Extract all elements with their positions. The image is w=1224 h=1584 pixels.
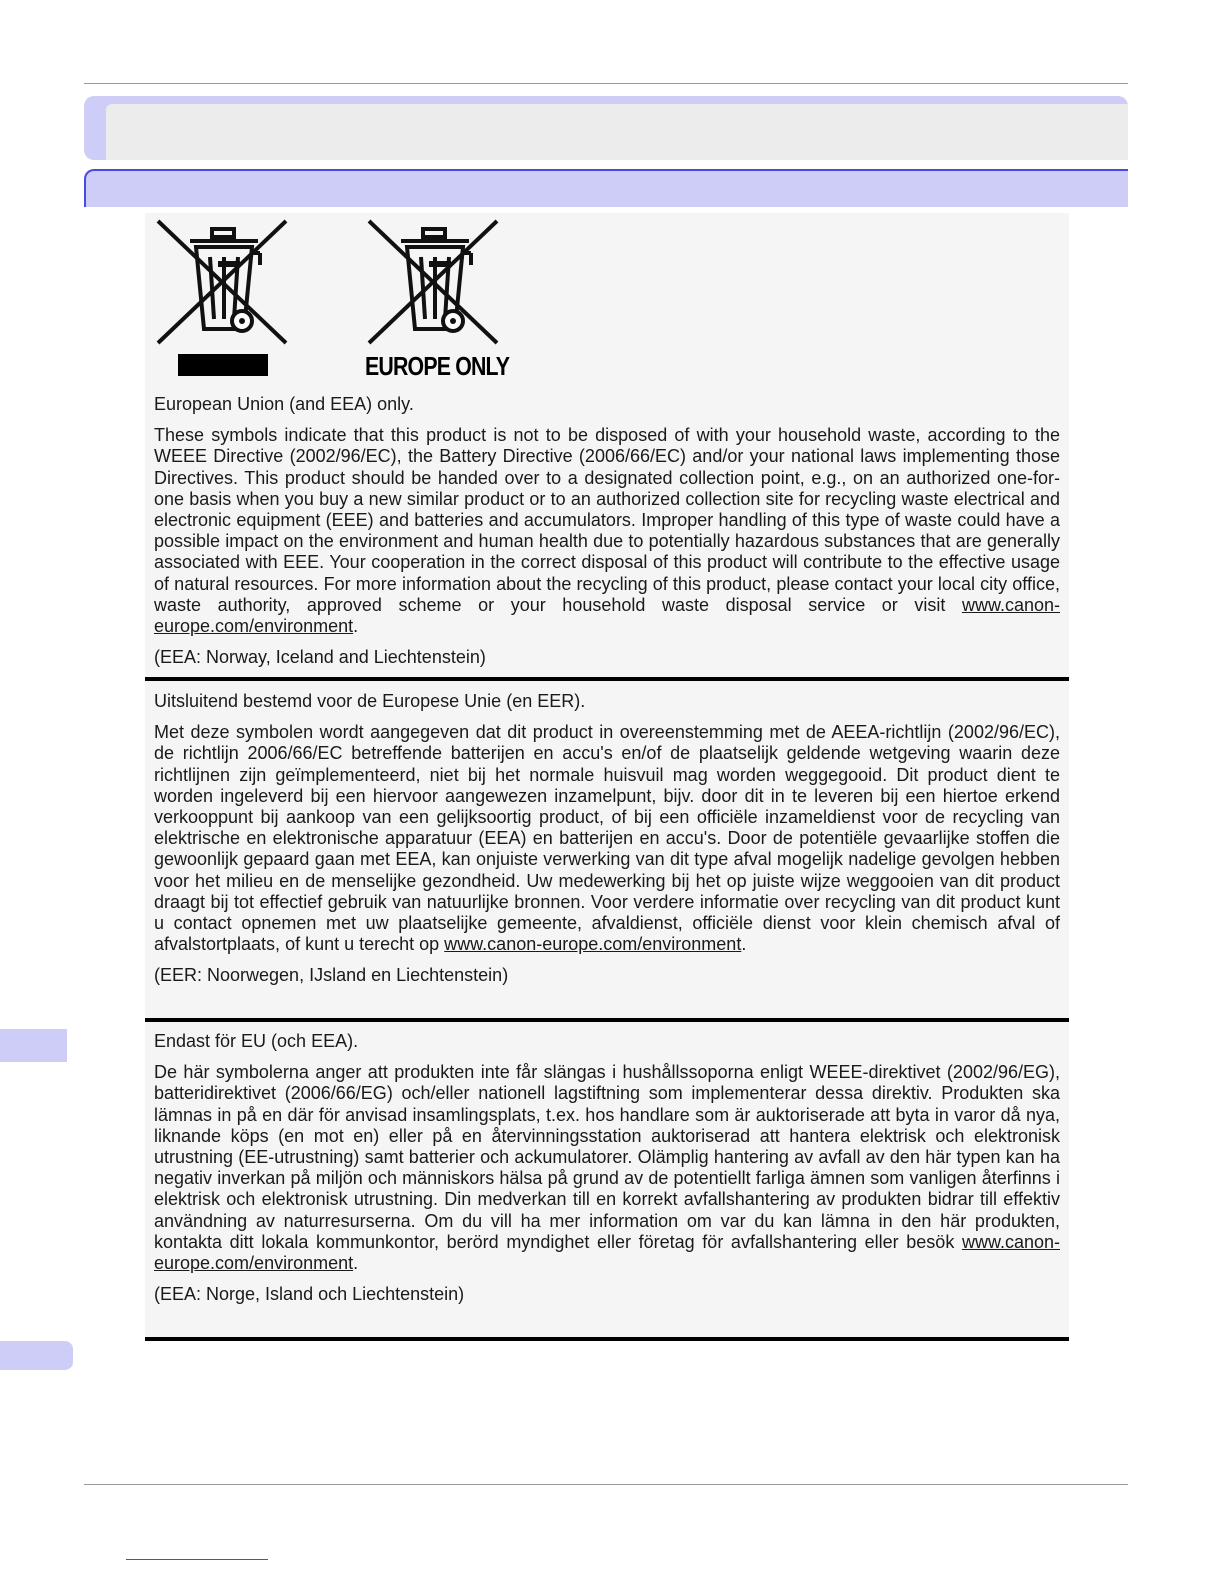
index-side-tab[interactable]	[0, 1341, 73, 1370]
section-title-band	[84, 169, 1128, 207]
chapter-side-tab[interactable]	[0, 1029, 67, 1062]
section-heading: Uitsluitend bestemd voor de Europese Unie (en EER).	[154, 691, 586, 711]
notice-section-english	[154, 394, 1060, 668]
section-body	[154, 425, 1060, 637]
section-body	[154, 722, 1060, 955]
header-rule	[84, 83, 1128, 84]
footer-rule	[84, 1484, 1128, 1485]
environment-link[interactable]: www.canon-europe.com/environment	[444, 934, 742, 955]
section-heading: Endast för EU (och EEA).	[154, 1031, 359, 1051]
footer-link-underline[interactable]	[126, 1559, 268, 1560]
disposal-symbols	[145, 213, 1069, 383]
chapter-title-band	[84, 96, 1128, 160]
body-suffix: .	[353, 1253, 359, 1274]
section-note: (EER: Noorwegen, IJsland en Liechtenstein)	[154, 965, 509, 986]
chapter-title-area	[106, 104, 1128, 160]
section-heading: European Union (and EEA) only.	[154, 394, 414, 414]
environment-link[interactable]: www.canon-europe.com/environment	[154, 594, 1060, 637]
body-text: Met deze symbolen wordt aangegeven dat dit product in overeenstemming met de AEEA-richtlijn (2002/96/EC), de richtlijn 2006/66/EC betreffende batterijen en accu's en/of de plaatselijk geldende wetgeving waarin deze richtlijnen zijn geïmplementeerd, niet bij het normale huisvuil mag worden weggegooid. Dit product dient te worden ingeleverd bij een hiervoor aangewezen inzamelpunt, bijv. door dit in te leveren bij een hiertoe erkend verkooppunt bij aankoop van een gelijksoortig product, of bij een officiële inzameldienst voor de recycling van elektrische en elektronische apparatuur (EEA) en batterijen en accu's. Door de potentiële gevaarlijke stoffen die gewoonlijk gepaard gaan met EEA, kan onjuiste verwerking van dit type afval mogelijk nadelige gevolgen hebben voor het milieu en de menselijke gezondheid. Uw medewerking bij het op juiste wijze weggooien van dit product draagt bij tot effectief gebruik van natuurlijke bronnen. Voor verdere informatie over recycling van dit product kunt u contact opnemen met uw plaatselijke gemeente, afvaldienst, officiële dienst voor klein chemisch afval of afvalstortplaats, of kunt u terecht op	[154, 722, 1060, 955]
environment-link[interactable]: www.canon-europe.com/environment	[154, 1231, 1060, 1274]
crossed-out-wheeled-bin-icon	[154, 217, 290, 347]
notice-section-swedish	[154, 1031, 1060, 1305]
europe-only-label: EUROPE ONLY	[365, 351, 510, 381]
notice-section-dutch	[154, 691, 1060, 987]
section-body	[154, 1062, 1060, 1274]
body-suffix: .	[353, 616, 359, 637]
section-note: (EEA: Norge, Island och Liechtenstein)	[154, 1284, 465, 1305]
body-suffix: .	[741, 934, 747, 955]
section-divider	[145, 1018, 1069, 1022]
section-divider	[145, 1337, 1069, 1341]
section-note: (EEA: Norway, Iceland and Liechtenstein)	[154, 647, 486, 668]
body-text: These symbols indicate that this product is not to be disposed of with your household waste, according to the WEEE Directive (2002/96/EC), the Battery Directive (2006/66/EC) and/or your national laws implementing those Directives. This product should be handed over to a designated collection point, e.g., on an authorized one-for-one basis when you buy a new similar product or to an authorized collection site for recycling waste electrical and electronic equipment (EEE) and batteries and accumulators. Improper handling of this type of waste could have a possible impact on the environment and human health due to potentially hazardous substances that are generally associated with EEE. Your cooperation in the correct disposal of this product will contribute to the effective usage of natural resources. For more information about the recycling of this product, please contact your local city office, waste authority, approved scheme or your household waste disposal service or visit	[154, 425, 1060, 615]
weee-notice-panel	[145, 213, 1069, 1340]
bin-underline-bar	[178, 354, 268, 376]
crossed-out-wheeled-bin-icon	[365, 217, 501, 347]
section-divider	[145, 677, 1069, 681]
body-text: De här symbolerna anger att produkten inte får slängas i hushållssoporna enligt WEEE-direktivet (2002/96/EG), batteridirektivet (2006/66/EG) och/eller nationell lagstiftning som implementerar dessa direktiv. Produkten ska lämnas in på en där för anvisad insamlingsplats, t.ex. hos handlare som är auktoriserade att byta in varor då nya, liknande köps (en mot en) eller på en återvinningsstation auktoriserad att hantera elektrisk och elektronisk utrustning (EE-utrustning) samt batterier och ackumulatorer. Olämplig hantering av avfall av den här typen kan ha negativ inverkan på miljön och människors hälsa på grund av de potentiellt farliga ämnen som vanligen återfinns i elektrisk och elektronisk utrustning. Din medverkan till en korrekt avfallshantering av produkten bidrar till effektiv användning av naturresurserna. Om du vill ha mer information om var du kan lämna in den här produkten, kontakta ditt lokala kommunkontor, berörd myndighet eller företag för avfallshantering eller besök	[154, 1062, 1060, 1252]
